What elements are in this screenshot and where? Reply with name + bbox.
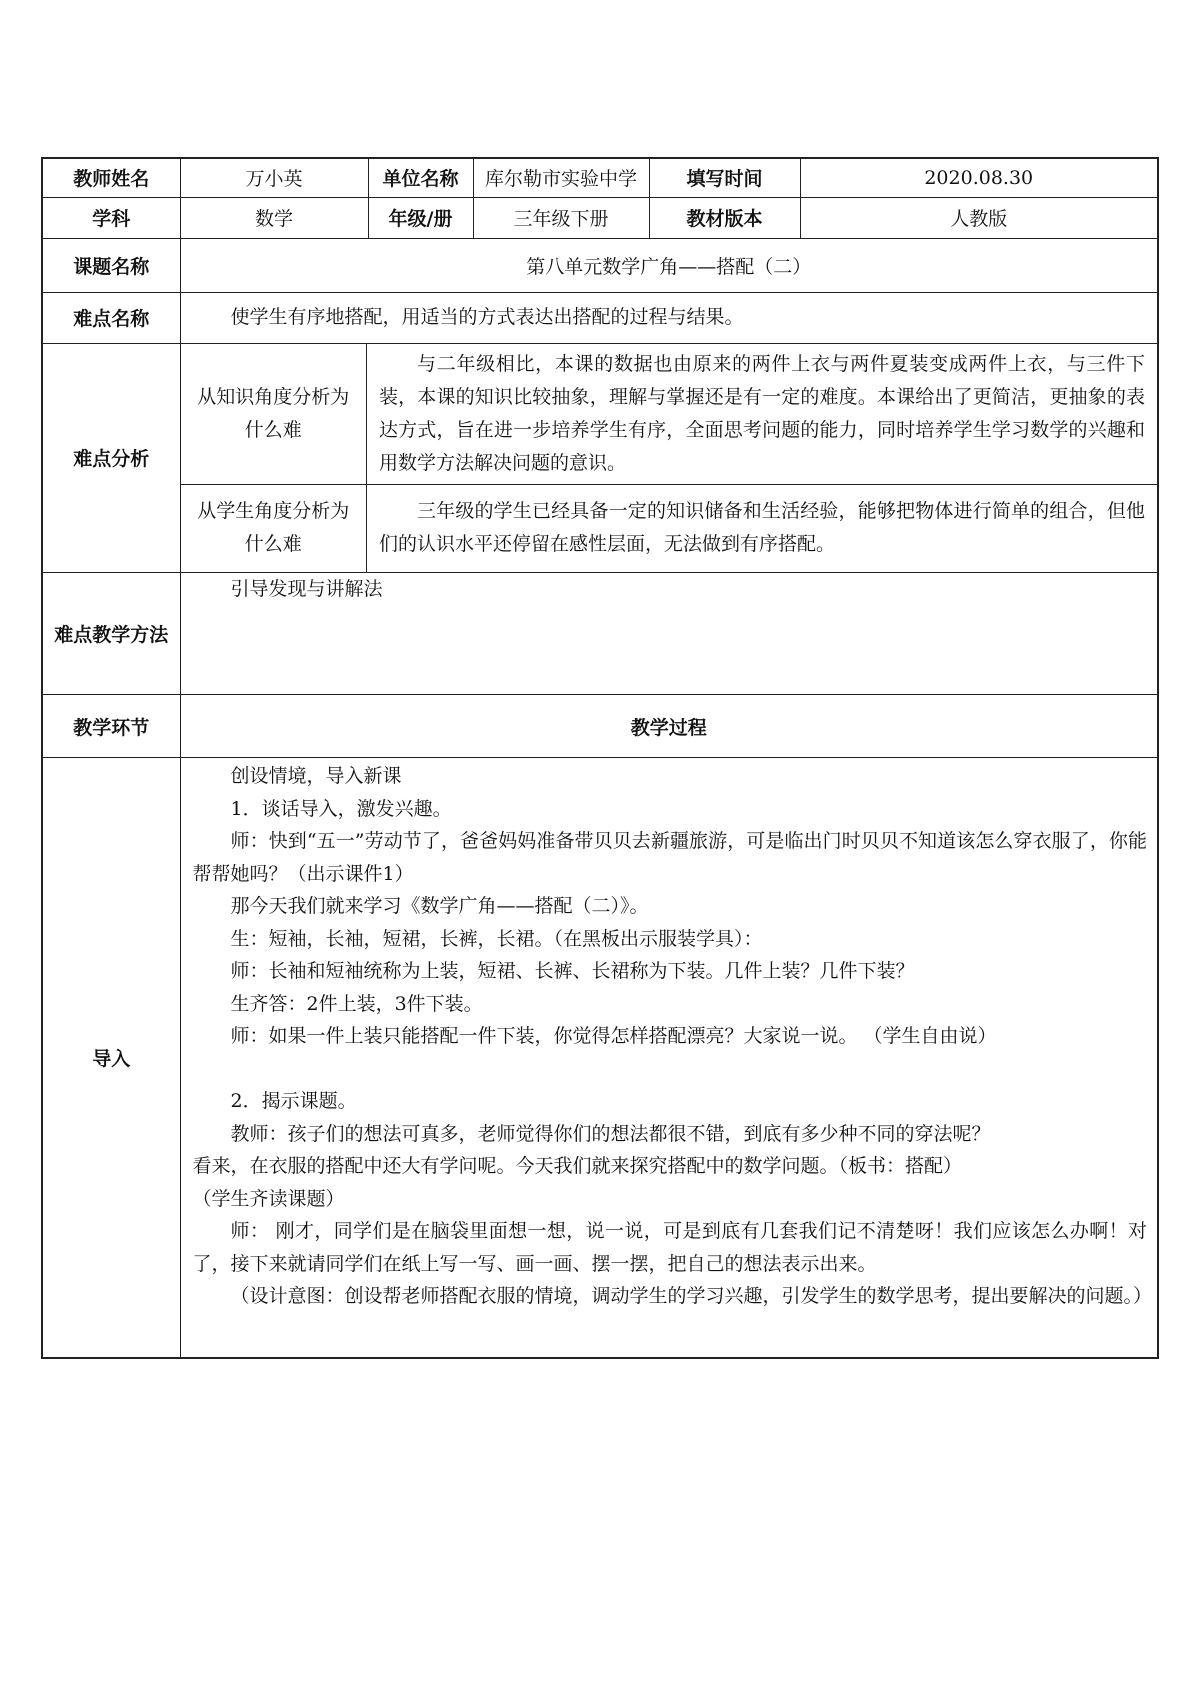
intro-line: 生齐答：2件上装，3件下装。 — [230, 992, 483, 1015]
teacher-name-label: 教师姓名 — [42, 158, 180, 197]
method-value: 引导发现与讲解法 — [180, 573, 1158, 695]
intro-line: 1．谈话导入，激发兴趣。 — [230, 797, 452, 820]
topic-value: 第八单元数学广角——搭配（二） — [180, 238, 1158, 292]
knowledge-angle-text: 与二年级相比，本课的数据也由原来的两件上衣与两件夏装变成两件上衣，与三件下装，本课的知识比较抽象，理解与掌握还是有一定的难度。本课给出了更简洁，更抽象的表达方式，旨在进一步培养学生有序，全面思考问题的能力，同时培养学生学习数学的兴趣和用数学方法解决问题的意识。 — [367, 344, 1158, 485]
header-row-1 — [42, 158, 1158, 197]
knowledge-angle-label-line2: 什么难 — [244, 418, 302, 441]
lesson-plan-table — [41, 157, 1159, 1359]
intro-label: 导入 — [42, 758, 180, 1358]
lesson-plan-form — [41, 157, 1157, 1359]
intro-line: 师：快到“五一”劳动节了，爸爸妈妈准备带贝贝去新疆旅游，可是临出门时贝贝不知道该怎么穿衣服了，你能帮帮她吗？（出示课件1） — [192, 830, 1147, 885]
subject-label: 学科 — [42, 197, 180, 238]
difficulty-row — [42, 292, 1158, 343]
fill-time-label: 填写时间 — [649, 158, 800, 197]
intro-line: 创设情境，导入新课 — [230, 765, 402, 787]
intro-blank-line — [193, 1053, 1148, 1086]
process-header-row — [42, 695, 1158, 758]
student-row — [181, 484, 1158, 572]
difficulty-value: 使学生有序地搭配，用适当的方式表达出搭配的过程与结果。 — [180, 292, 1158, 343]
intro-line: 2．揭示课题。 — [230, 1090, 357, 1112]
student-angle-text: 三年级的学生已经具备一定的知识储备和生活经验，能够把物体进行简单的组合，但他们的认识水平还停留在感性层面，无法做到有序搭配。 — [367, 484, 1158, 572]
teacher-name-value: 万小英 — [180, 158, 368, 197]
student-angle-label-line1: 从学生角度分析为 — [197, 500, 350, 523]
analysis-subtable — [181, 344, 1158, 573]
header-row-2 — [42, 197, 1158, 238]
process-label: 教学过程 — [180, 695, 1158, 758]
intro-line: 生：短袖，长袖，短裙，长裤，长裙。（在黑板出示服装学具）： — [230, 927, 763, 950]
fill-time-value: 2020.08.30 — [800, 158, 1158, 197]
method-label: 难点教学方法 — [42, 573, 180, 695]
grade-value: 三年级下册 — [473, 197, 649, 238]
analysis-row — [42, 343, 1158, 573]
student-angle-label — [181, 484, 367, 572]
intro-line: 看来，在衣服的搭配中还大有学问呢。今天我们就来探究搭配中的数学问题。（板书：搭配） — [192, 1155, 963, 1177]
edition-value: 人教版 — [800, 197, 1158, 238]
student-angle-label-line2: 什么难 — [244, 533, 302, 556]
knowledge-angle-label-line1: 从知识角度分析为 — [197, 385, 350, 408]
analysis-label: 难点分析 — [42, 343, 180, 573]
intro-line: 那今天我们就来学习《数学广角——搭配（二）》。 — [230, 895, 649, 917]
knowledge-row — [181, 344, 1158, 485]
unit-name-value: 库尔勒市实验中学 — [473, 158, 649, 197]
intro-line: （设计意图：创设帮老师搭配衣服的情境，调动学生的学习兴趣，引发学生的数学思考，提出要解决的问题。） — [230, 1285, 1153, 1307]
edition-label: 教材版本 — [649, 197, 800, 238]
method-row — [42, 573, 1158, 695]
intro-row — [42, 758, 1158, 1358]
knowledge-angle-label — [181, 344, 367, 485]
grade-label: 年级/册 — [368, 197, 473, 238]
intro-line: （学生齐读课题） — [192, 1187, 345, 1210]
topic-row — [42, 238, 1158, 292]
intro-line: 师： 刚才，同学们是在脑袋里面想一想，说一说，可是到底有几套我们记不清楚呀！我们应该怎么办啊！对了，接下来就请同学们在纸上写一写、画一画、摆一摆，把自己的想法表示出来。 — [192, 1220, 1147, 1275]
difficulty-label: 难点名称 — [42, 292, 180, 343]
subject-value: 数学 — [180, 197, 368, 238]
intro-line: 师：如果一件上装只能搭配一件下装，你觉得怎样搭配漂亮？大家说一说。 （学生自由说） — [230, 1025, 997, 1047]
intro-line: 教师：孩子们的想法可真多，老师觉得你们的想法都很不错，到底有多少种不同的穿法呢？ — [230, 1122, 991, 1145]
intro-line: 师：长袖和短袖统称为上装，短裙、长裤、长裙称为下装。几件上装？几件下装？ — [230, 960, 915, 982]
topic-label: 课题名称 — [42, 238, 180, 292]
stage-label: 教学环节 — [42, 695, 180, 758]
unit-name-label: 单位名称 — [368, 158, 473, 197]
intro-process-text — [180, 758, 1158, 1358]
analysis-cell — [180, 343, 1158, 573]
